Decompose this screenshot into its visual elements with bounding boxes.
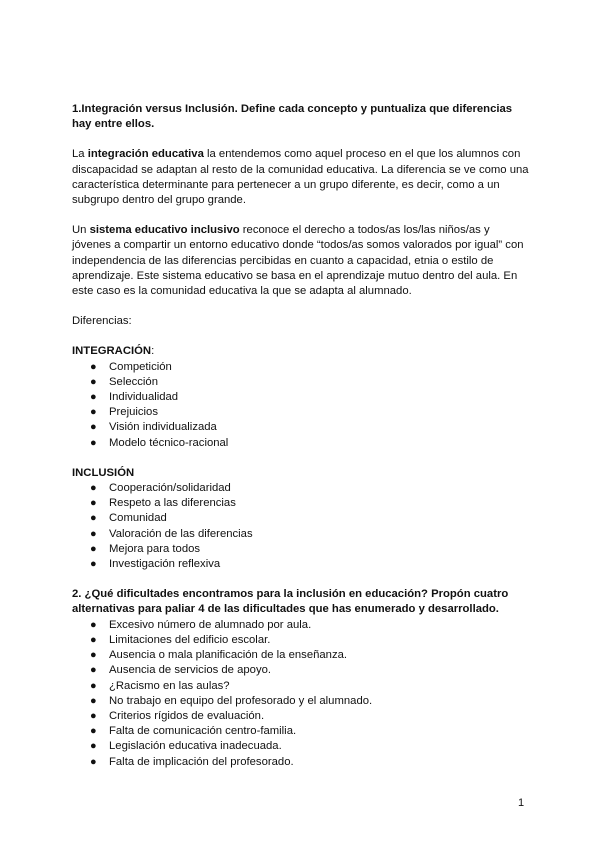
text-run: la entendemos como aquel proceso en el que los alumnos con discapacidad se adaptan al resto de la comunidad educativa. La diferencia se ve como una característica determinante para pertenecer a un grupo diferente, es decir, como a un subgrupo dentro del grupo grande.	[72, 148, 529, 207]
text-run: Un	[72, 224, 90, 237]
list-item	[72, 496, 530, 511]
list-item-text: Comunidad	[109, 512, 167, 525]
inclusion-list	[72, 481, 530, 572]
list-item-text: Excesivo número de alumnado por aula.	[109, 618, 312, 631]
bullet-icon: ●	[90, 512, 97, 525]
list-item	[72, 709, 530, 724]
list-item-text: Legislación educativa inadecuada.	[109, 740, 282, 753]
list-item	[72, 694, 530, 709]
bullet-icon: ●	[90, 618, 97, 631]
list-item	[72, 557, 530, 572]
list-item-text: ¿Racismo en las aulas?	[109, 679, 230, 692]
diferencias-label: Diferencias:	[72, 315, 132, 328]
list-item-text: Modelo técnico-racional	[109, 436, 229, 449]
list-item-text: Ausencia o mala planificación de la enseñanza.	[109, 649, 348, 662]
list-item-text: Ausencia de servicios de apoyo.	[109, 664, 272, 677]
bullet-icon: ●	[90, 360, 97, 373]
list-item-text: Falta de implicación del profesorado.	[109, 755, 294, 768]
question-2-title: 2. ¿Qué dificultades encontramos para la inclusión en educación? Propón cuatro alternativas para paliar 4 de las dificultades que has enumerado y desarrollado.	[72, 588, 509, 616]
bullet-icon: ●	[90, 740, 97, 753]
list-item	[72, 436, 530, 451]
list-item-text: Falta de comunicación centro-familia.	[109, 725, 297, 738]
list-item-text: Individualidad	[109, 391, 179, 404]
bullet-icon: ●	[90, 421, 97, 434]
list-item	[72, 420, 530, 435]
list-item-text: Mejora para todos	[109, 542, 201, 555]
list-item	[72, 481, 530, 496]
list-item	[72, 739, 530, 754]
bullet-icon: ●	[90, 725, 97, 738]
list-item	[72, 527, 530, 542]
paragraph-integracion	[72, 147, 530, 208]
list-item	[72, 679, 530, 694]
list-item	[72, 648, 530, 663]
list-item	[72, 663, 530, 678]
text-run: La	[72, 148, 88, 161]
bullet-icon: ●	[90, 755, 97, 768]
list-item	[72, 390, 530, 405]
bold-term: integración educativa	[87, 148, 204, 161]
list-item	[72, 542, 530, 557]
list-item-text: Cooperación/solidaridad	[109, 482, 231, 495]
list-item	[72, 511, 530, 526]
list-item-text: Competición	[109, 360, 172, 373]
bullet-icon: ●	[90, 542, 97, 555]
bullet-icon: ●	[90, 482, 97, 495]
page-number: 1	[518, 797, 525, 809]
bullet-icon: ●	[90, 709, 97, 722]
integracion-list	[72, 360, 530, 451]
integracion-heading	[72, 344, 530, 359]
list-item-text: Visión individualizada	[109, 421, 217, 434]
bullet-icon: ●	[90, 527, 97, 540]
bullet-icon: ●	[90, 694, 97, 707]
bold-term: sistema educativo inclusivo	[89, 224, 240, 237]
question-1-title: 1.Integración versus Inclusión. Define cada concepto y puntualiza que diferencias hay entre ellos.	[72, 103, 513, 131]
text-run: reconoce el derecho a todos/as los/las niños/as y jóvenes a compartir un entorno educativo donde “todos/as somos valorados por igual” con independencia de las diferencias percibidas en cuanto a capacidad, etnia o estilo de aprendizaje. Este sistema educativo se basa en el aprendizaje mutuo dentro del aula. En este caso es la comunidad educativa la que se adapta al alumnado.	[72, 224, 524, 298]
bullet-icon: ●	[90, 436, 97, 449]
section-title-suffix: :	[151, 345, 155, 358]
bullet-icon: ●	[90, 649, 97, 662]
list-item	[72, 633, 530, 648]
list-item-text: Respeto a las diferencias	[109, 497, 236, 510]
list-item	[72, 618, 530, 633]
bullet-icon: ●	[90, 375, 97, 388]
bullet-icon: ●	[90, 664, 97, 677]
list-item-text: Prejuicios	[109, 406, 158, 419]
list-item	[72, 405, 530, 420]
paragraph-inclusion	[72, 223, 530, 299]
list-item-text: Valoración de las diferencias	[109, 527, 253, 540]
section-title: INTEGRACIÓN	[72, 345, 152, 358]
document-body	[72, 102, 530, 770]
list-item	[72, 360, 530, 375]
list-item-text: No trabajo en equipo del profesorado y el alumnado.	[109, 694, 373, 707]
list-item-text: Selección	[109, 375, 158, 388]
bullet-icon: ●	[90, 406, 97, 419]
bullet-icon: ●	[90, 558, 97, 571]
bullet-icon: ●	[90, 633, 97, 646]
dificultades-list	[72, 618, 530, 770]
list-item-text: Criterios rígidos de evaluación.	[109, 709, 265, 722]
list-item	[72, 375, 530, 390]
list-item	[72, 724, 530, 739]
inclusion-heading: INCLUSIÓN	[72, 466, 135, 479]
list-item-text: Limitaciones del edificio escolar.	[109, 633, 271, 646]
bullet-icon: ●	[90, 497, 97, 510]
list-item	[72, 755, 530, 770]
list-item-text: Investigación reflexiva	[109, 558, 221, 571]
bullet-icon: ●	[90, 679, 97, 692]
bullet-icon: ●	[90, 391, 97, 404]
